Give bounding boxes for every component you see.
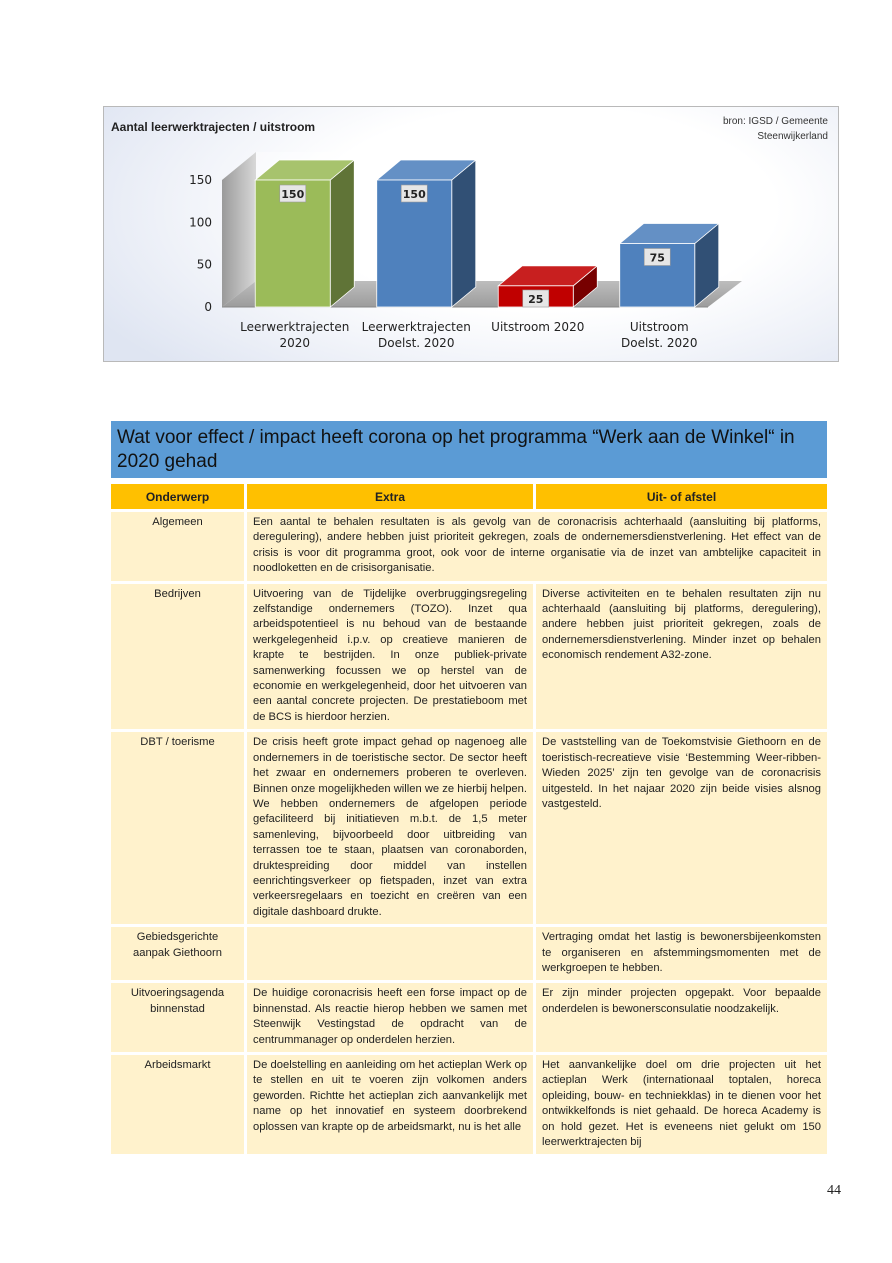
row-extra <box>244 927 533 980</box>
row-subject: Algemeen <box>111 512 244 581</box>
chart-source-line2: Steenwijkerland <box>757 131 828 142</box>
impact-table <box>111 481 827 1157</box>
x-tick-label: Doelst. 2020 <box>621 336 698 350</box>
row-delay: Er zijn minder projecten opgepakt. Voor bepaalde onderdelen is bewonersconsulatie noodzakelijk. <box>533 983 827 1052</box>
data-label: 150 <box>402 188 426 201</box>
table-header-row <box>111 484 827 509</box>
row-extra: De crisis heeft grote impact gehad op nagenoeg alle ondernemers in de toeristische sector. De sector heeft het zwaar en ondernemers proberen te overleven. Binnen onze mogelijkheden willen we ze hierbij helpen. We hebben ondernemers de afgelopen periode gefaciliteerd bij initiatieven m.b.t. de 1,5 meter samenleving, bijvoorbeeld door uitbreiding van terrassen toe te staan, plaatsen van coronaborden, druktespreiding door middel van instellen eenrichtingsverkeer op fietspaden, inzet van extra verkeersregelaars en toezicht en creëren van een digitale dashboard drukte. <box>244 732 533 924</box>
chart-source-line1: bron: IGSD / Gemeente <box>722 116 828 127</box>
row-delay: Het aanvankelijke doel om drie projecten uit het actieplan Werk (internationaal toptalen, horeca opleiding, bouw- en techniekklas) in te dienen voor het ontwikkelfonds is niet gehaald. De horeca Academy is on hold gezet. Het is eveneens niet gelukt om 150 leerwerktrajecten bij <box>533 1055 827 1154</box>
page-number: 44 <box>827 1183 841 1198</box>
y-tick-label: 0 <box>204 300 212 314</box>
row-delay: De vaststelling van de Toekomstvisie Giethoorn en de toeristisch-recreatieve visie ‘Bestemming Weer-ribben-Wieden 2025’ zijn ten gevolge van de coronacrisis uitgesteld. In het najaar 2020 zijn beide visies alsnog vastgesteld. <box>533 732 827 924</box>
bar-chart <box>104 107 839 362</box>
x-tick-label: Uitstroom <box>629 320 689 334</box>
row-delay: Vertraging omdat het lastig is bewonersbijeenkomsten te organiseren en afstemmingsmomenten met de werkgroepen te hebben. <box>533 927 827 980</box>
row-delay: Diverse activiteiten en te behalen resultaten zijn nu achterhaald (aansluiting bij platforms, deregulering), andere hebben juist prioriteit gekregen, zoals de ondernemersdienstverlening. Minder inzet op behalen economisch rendement A32-zone. <box>533 584 827 730</box>
bar-side <box>452 160 476 307</box>
row-extra: Uitvoering van de Tijdelijke overbruggingsregeling zelfstandige ondernemers (TOZO). Inzet qua arbeidspotentieel is nu behoud van de bestaande werkgelegenheid i.p.v. op creatieve manieren de krapte te bestrijden. In onze publiek-private samenwerking focussen we op herstel van de economie en werkgelegenheid, door het uitvoeren van een aantal concrete projecten. De prestatieboom met de BCS is hierdoor herzien. <box>244 584 533 730</box>
table-row-arbeidsmarkt <box>111 1055 827 1154</box>
x-tick-label: Doelst. 2020 <box>378 336 455 350</box>
table-row-uitvoeringsagenda <box>111 983 827 1052</box>
chart-frame <box>103 106 839 362</box>
table-row-bedrijven <box>111 584 827 730</box>
data-label: 150 <box>281 188 305 201</box>
y-tick-label: 100 <box>189 215 212 230</box>
row-extra: De huidige coronacrisis heeft een forse impact op de binnenstad. Als reactie hierop hebben we samen met Steenwijk Vestingstad de opdracht van de centrummanager op onderdelen herzien. <box>244 983 533 1052</box>
chart-title: Aantal leerwerktrajecten / uitstroom <box>111 120 316 134</box>
chart-side-wall <box>222 152 256 307</box>
row-subject: Arbeidsmarkt <box>111 1055 244 1154</box>
row-subject: Bedrijven <box>111 584 244 730</box>
data-label: 25 <box>528 293 544 306</box>
table-row-dbt-toerisme <box>111 732 827 924</box>
header-uit-of-afstel: Uit- of afstel <box>533 484 827 509</box>
header-extra: Extra <box>244 484 533 509</box>
x-tick-label: Leerwerktrajecten <box>240 320 350 334</box>
x-tick-label: Leerwerktrajecten <box>361 320 471 334</box>
x-tick-label: 2020 <box>279 336 311 350</box>
row-subject: DBT / toerisme <box>111 732 244 924</box>
chart-source <box>723 114 828 144</box>
report-title: Wat voor effect / impact heeft corona op het programma “Werk aan de Winkel“ in 2020 gehad <box>111 421 827 478</box>
y-tick-label: 150 <box>189 173 212 187</box>
row-subject: Uitvoeringsagenda binnenstad <box>111 983 244 1052</box>
bar-side <box>330 160 354 307</box>
data-label: 75 <box>649 251 665 265</box>
row-subject: Gebiedsgerichte aanpak Giethoorn <box>111 927 244 980</box>
table-row-gebiedsgerichte-aanpak <box>111 927 827 980</box>
table-row-algemeen <box>111 512 827 581</box>
x-tick-label: Uitstroom 2020 <box>491 320 585 334</box>
y-tick-label: 50 <box>196 257 212 272</box>
header-onderwerp: Onderwerp <box>111 484 244 509</box>
row-extra: Een aantal te behalen resultaten is als gevolg van de coronacrisis achterhaald (aansluiting bij platforms, deregulering), andere hebben juist prioriteit gekregen, zoals de ondernemersdienstverlening. Het effect van de crisis is voor dit programma groot, ook voor de interne organisatie via de inzet van ambtelijke capaciteit in noodloketten en de crisisorganisatie. <box>244 512 827 581</box>
row-extra: De doelstelling en aanleiding om het actieplan Werk op te stellen en uit te voeren zijn volkomen anders geworden. Richtte het actieplan zich aanvankelijk met name op het innovatief en systeem doorbrekend oplossen van krapte op de arbeidsmarkt, nu is het alle <box>244 1055 533 1154</box>
